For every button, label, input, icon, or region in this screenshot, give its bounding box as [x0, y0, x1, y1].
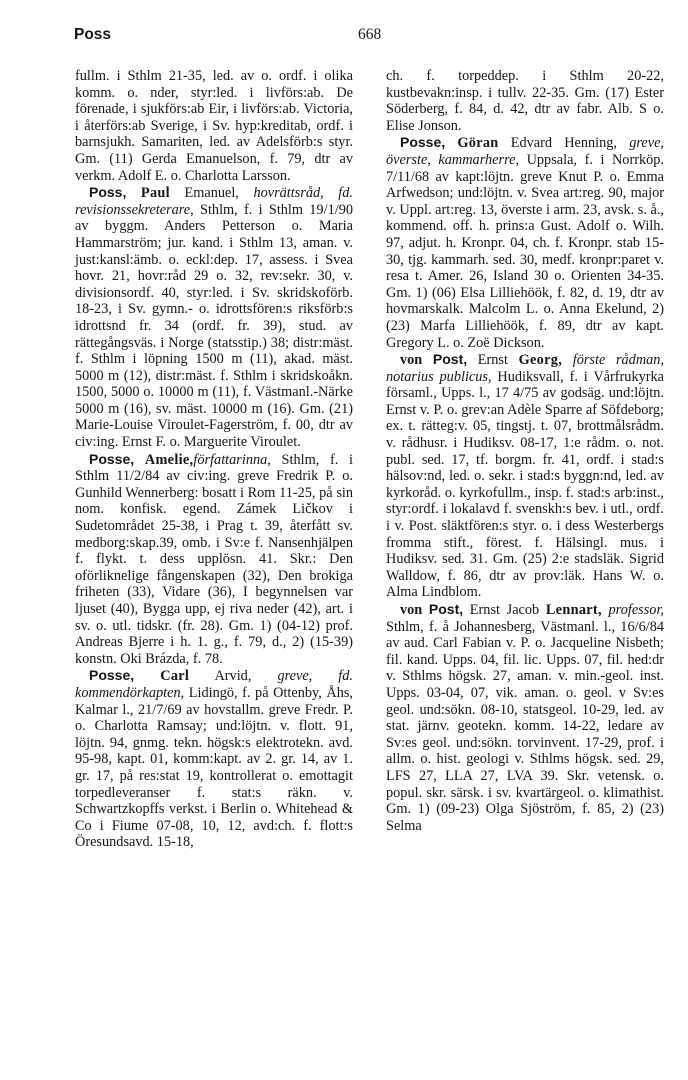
- entry-text: Lidingö, f. på Ottenby, Åhs, Kalmar l., 21/7/69 av hovstallm. greve Fredr. P. o. Charlotta Ramsay; und:löjtn. v. flott. 91, löjtn. 94, gnmg. tekn. högsk:s elektrotekn. avd. 95-98, kapt. 01, komm:kapt. av 2. gr. 14, av 1. gr. 17, på res:stat 19, kontrollerat o. emottagit torpedleveranser f. stat:s räkn. v. Schwartzkopffs verkst. i Berlin o. Whitehead & Co i Fiume 07-08, 10, 12, avd:ch. f. flott:s Öresundsavd. 15-18,: [75, 684, 353, 851]
- continued-entry: [75, 68, 353, 184]
- entry-text: fullm. i Sthlm 21-35, led. av o. ordf. i olika komm. o. nder, styr:led. i livförs:ab. De förenade, i sjukförs:ab Eir, i livförs:ab. Victoria, i återförs:ab Sverige, i Sv. hyp:kreditab, ordf. i barnsjukh. Samariten, led. av Adelsförb:s styr. Gm. (11) Gerda Emanuelson, f. 79, dtr av verkm. Adolf E. o. Charlotta Larsson.: [75, 68, 353, 184]
- entry-given-rest: Emanuel,: [169, 185, 254, 202]
- entry-given-name: Göran: [457, 135, 499, 152]
- entry-given-rest: [562, 352, 573, 368]
- entry-given-name: Lennart,: [545, 602, 602, 618]
- entry-title: professor,: [608, 602, 664, 618]
- entry-poss-paul: [75, 184, 353, 451]
- entry-given-name: Carl: [160, 668, 190, 685]
- page-number: 668: [358, 26, 382, 43]
- entry-surname: Poss,: [89, 184, 127, 201]
- entry-posse-carl: [75, 667, 353, 851]
- entry-particle: von: [400, 602, 423, 618]
- entry-given-rest: [602, 602, 609, 618]
- entry-given-plain: Ernst: [467, 352, 519, 369]
- entry-surname: Posse,: [89, 667, 135, 684]
- entry-given-rest: Arvid,: [189, 668, 278, 685]
- entry-posse-goran: [386, 134, 664, 351]
- entry-title: hovrättsråd, fd. revisionssekreterare,: [75, 185, 353, 218]
- entry-posse-amelie: [75, 451, 353, 668]
- running-head-word: Poss: [74, 26, 112, 43]
- entry-text: Hudiksvall, f. i Vårfrukyrka församl., Upps. l., 17 4/75 av godsäg. und:löjtn. Ernst v. P. o. grev:an Adèle Sparre af Söfdeborg; ex. t. rätteg:v. 05, tingstj. t. 07, brottmålsrådm. v. rådhusr. i Hudiksv. 08-17, 1:e rådm. o. not. publ. sed. 17, tf. borgm. fr. 41, ordf. i stad:s hälsov:nd, led. o. sekr. i stad:s byggn:nd, led. av kyrkoråd. o. kyrkofullm., insp. f. stad:s arb:inst., styr:ordf. i lokalavd f. svenskh:s bev. i utl., ordf. i v. Post. släktfören:s styr. o. i dess Westerbergs fromma stift., förest. f. Hälsingl. mus. i Hudiksv. sed. 31. Gm. (25) 2:e stadsläk. Sigrid Walldow, f. 86, dtr av prov:läk. Hans W. o. Alma Lindblom.: [386, 368, 664, 601]
- entry-text: Sthlm, f. i Sthlm 19/1/90 av byggm. Anders Petterson o. Maria Hammarström; jur. kand. i Sthlm 13, aman. v. just:kansl:ämb. o. eckl:dep. 17, assess. i Svea hovr. 21, hovr:råd 29 o. 32, rev:sekr. 30, v. divisionsordf. 40, styr:led. i Sv. skridskoförb. 18-23, i Sv. gymn.- o. idrottsfören:s riksförb:s idrottsnd fr. 34 (ordf. fr. 39), stud. av rättegångsväs. i Norge (statsstip.) 38; distr:mäst. f. Sthlm i löpning 1500 m (11), akad. mäst. 5000 m (12), distr:mäst. f. Sthlm i skridskoåkn. 1500, 5000 o. 10000 m (11), f. Västmanl.-Närke 5000 m (16), sv. mäst. 10000 m (16). Gm. (21) Marie-Louise Viroulet-Fagerström, f. 00, dtr av civ:ing. Ernst F. o. Marguerite Viroulet.: [75, 201, 353, 451]
- entry-given-plain: Ernst Jacob: [463, 602, 546, 618]
- entry-text: Uppsala, f. i Norrköp. 7/11/68 av kapt:löjtn. greve Knut P. o. Emma Arfwedson; und:löjtn. v. Svea art:reg. 90, major v. Uppl. art:reg. 13, överste i arm. 23, avsk. s. å., kommend. off. h. prins:a Gust. Adolf o. Wilh. 97, adjut. h. Kronpr. 04, ch. f. Kronpr. stab 15-30, tjg. kammarh. sed. 30, medf. kronpr:paret v. resa t. Amer. 26, Island 30 o. Orienten 34-35. Gm. 1) (06) Elsa Lilliehöök, f. 82, d. 19, dtr av hovmarskalk. Malcolm L. o. Anna Ekelund, 2) (23) Marfa Lilliehöök, f. 89, dtr av kapt. Gregory L. o. Zoë Dickson.: [386, 151, 664, 351]
- entry-title: greve, fd. kommendörkapten,: [75, 668, 353, 701]
- running-head: [0, 26, 688, 50]
- entry-post-lennart: [386, 601, 664, 834]
- entry-surname: Post,: [432, 351, 468, 368]
- entry-text: Sthlm, f. i Sthlm 11/2/84 av civ:ing. greve Fredrik P. o. Gunhild Wennerberg: bosatt i Rom 11-25, på sin nom. konfisk. egend. Zámek Ličkov i Sudetområdet 25-38, i Prag t. 39, återfått sv. medborg:skap.39, omb. i Sv:e f. Nansenhjälpen f. flykt. t. dess upplösn. 41. Skr.: Den oförliknelige fångenskapen (32), Den brokiga friheten (33), Vidare (36), I begynnelsen var ljuset (40), Bygga upp, ej riva neder (42), art. i sv. o. utl. tidskr. (fr. 28). Gm. 1) (04-12) prof. Andreas Bjerre i h. 1. g., f. 79, d., 2) (15-39) konstn. Oki Brázda, f. 78.: [75, 451, 353, 667]
- entry-particle: von: [400, 352, 423, 369]
- entry-given-name: Paul: [140, 185, 170, 202]
- entry-post-georg: [386, 351, 664, 601]
- entry-title: förste rådman, notarius publicus,: [386, 352, 665, 385]
- entry-surname: Post,: [428, 601, 464, 617]
- entry-surname: Posse,: [400, 134, 446, 151]
- right-column: [386, 68, 664, 834]
- entry-given-name: Amelie,: [144, 451, 194, 468]
- entry-given-rest: Edvard Henning,: [498, 135, 630, 152]
- entry-text: ch. f. torpeddep. i Sthlm 20-22, kustbevakn:insp. i tullv. 22-35. Gm. (17) Ester Söderberg, f. 84, d. 42, dtr av fabr. Alb. S o. Elise Jonson.: [386, 68, 664, 134]
- entry-text: Sthlm, f. å Johannesberg, Västmanl. l., 16/6/84 av aud. Carl Fabian v. P. o. Jacqueline Nisbeth; fil. kand. Upps. 04, fil. lic. Upps. 07, fil. hed:dr v. Sthlms högsk. 27, aman. v. min.-geol. inst. Upps. 03-04, 07, vik. aman. o. geol. v Sv:es geol. und:sökn. 08-10, statsgeol. 10-29, led. av stat. järnv. geotekn. komm. 14-22, ledare av Sv:es geol. und:sökn. torvinvent. 17-29, prof. i allm. o. hist. geologi v. Sthlms högsk. sed. 29, LFS 27, LLA 27, LVA 39. Skr. vetensk. o. popul. skr. särsk. i sv. kvartärgeol. o. klimathist. Gm. 1) (09-23) Olga Sjöström, f. 85, 2) (23) Selma: [386, 618, 664, 834]
- entry-surname: Posse,: [89, 450, 135, 467]
- entry-title: författarinna,: [193, 451, 271, 468]
- entry-title: greve, överste, kammarherre,: [386, 135, 664, 168]
- continued-entry: [386, 68, 664, 134]
- left-column: [75, 68, 353, 851]
- entry-given-name: Georg,: [518, 352, 563, 369]
